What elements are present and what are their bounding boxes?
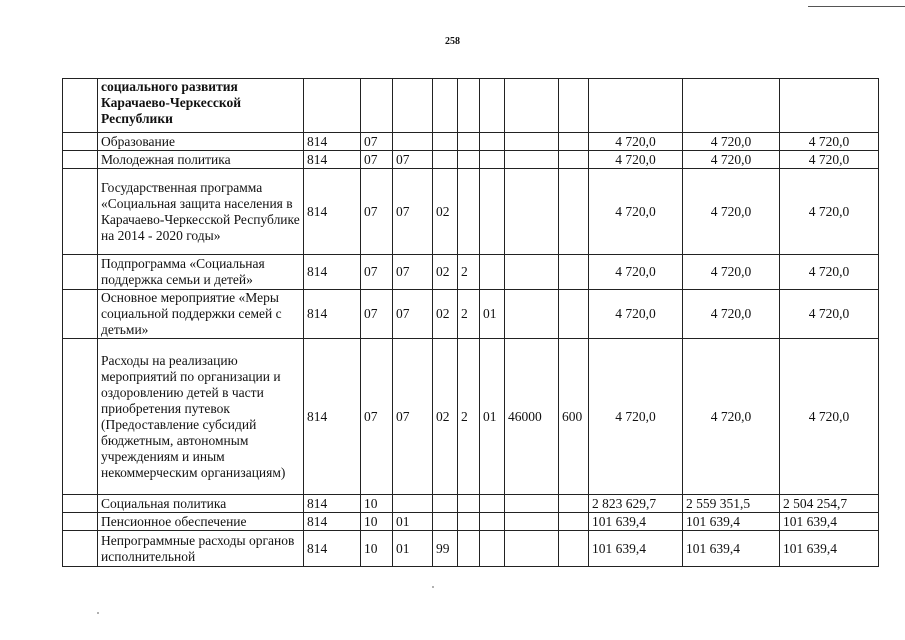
code-c5 — [458, 495, 480, 513]
row-marker-cell — [63, 339, 98, 495]
amount-v3: 101 639,4 — [780, 531, 879, 567]
amount-v2: 4 720,0 — [683, 169, 780, 255]
amount-v3 — [780, 79, 879, 133]
code-c5: 2 — [458, 290, 480, 339]
amount-v1: 4 720,0 — [589, 290, 683, 339]
row-marker-cell — [63, 133, 98, 151]
row-marker-cell — [63, 290, 98, 339]
code-c6 — [480, 133, 505, 151]
code-c4 — [433, 151, 458, 169]
code-c1: 814 — [304, 169, 361, 255]
code-c5 — [458, 513, 480, 531]
code-c7 — [505, 79, 559, 133]
code-c3: 07 — [393, 255, 433, 290]
amount-v3: 101 639,4 — [780, 513, 879, 531]
code-c7 — [505, 151, 559, 169]
code-c1: 814 — [304, 151, 361, 169]
code-c4: 02 — [433, 255, 458, 290]
amount-v2: 4 720,0 — [683, 255, 780, 290]
code-c5: 2 — [458, 255, 480, 290]
amount-v1: 101 639,4 — [589, 531, 683, 567]
code-c4 — [433, 79, 458, 133]
code-c7 — [505, 255, 559, 290]
code-c1: 814 — [304, 531, 361, 567]
code-c3 — [393, 495, 433, 513]
table-row — [63, 151, 879, 169]
item-name: Государственная программа «Социальная защита населения в Карачаево-Черкесской Республике на 2014 - 2020 годы» — [98, 169, 304, 255]
code-c6 — [480, 513, 505, 531]
item-name: Основное мероприятие «Меры социальной поддержки семей с детьми» — [98, 290, 304, 339]
amount-v1: 4 720,0 — [589, 133, 683, 151]
code-c5 — [458, 531, 480, 567]
row-marker-cell — [63, 169, 98, 255]
code-c8 — [559, 531, 589, 567]
code-c3 — [393, 79, 433, 133]
code-c6 — [480, 531, 505, 567]
code-c8 — [559, 79, 589, 133]
amount-v3: 4 720,0 — [780, 169, 879, 255]
scan-speck — [97, 612, 99, 614]
code-c2: 07 — [361, 255, 393, 290]
code-c7 — [505, 513, 559, 531]
amount-v1: 2 823 629,7 — [589, 495, 683, 513]
scan-speck — [432, 586, 434, 588]
code-c1: 814 — [304, 495, 361, 513]
code-c4 — [433, 133, 458, 151]
amount-v3: 4 720,0 — [780, 339, 879, 495]
amount-v1: 4 720,0 — [589, 151, 683, 169]
code-c7 — [505, 133, 559, 151]
amount-v3: 4 720,0 — [780, 151, 879, 169]
code-c5 — [458, 79, 480, 133]
code-c2: 07 — [361, 339, 393, 495]
code-c6 — [480, 151, 505, 169]
amount-v2: 4 720,0 — [683, 151, 780, 169]
code-c4 — [433, 495, 458, 513]
row-marker-cell — [63, 151, 98, 169]
code-c6: 01 — [480, 290, 505, 339]
code-c7 — [505, 169, 559, 255]
item-name: Расходы на реализацию мероприятий по организации и оздоровлению детей в части приобретения путевок (Предоставление субсидий бюджетным, автономным учреждениям и иным некоммерческим организациям) — [98, 339, 304, 495]
code-c7 — [505, 290, 559, 339]
code-c6 — [480, 169, 505, 255]
code-c2 — [361, 79, 393, 133]
row-marker-cell — [63, 531, 98, 567]
code-c2: 07 — [361, 290, 393, 339]
table-row — [63, 513, 879, 531]
item-name: Социальная политика — [98, 495, 304, 513]
table-row — [63, 169, 879, 255]
code-c5 — [458, 151, 480, 169]
table-row — [63, 531, 879, 567]
code-c8 — [559, 513, 589, 531]
code-c7 — [505, 495, 559, 513]
amount-v2: 4 720,0 — [683, 133, 780, 151]
code-c3: 07 — [393, 290, 433, 339]
code-c8 — [559, 495, 589, 513]
code-c1 — [304, 79, 361, 133]
code-c4: 99 — [433, 531, 458, 567]
code-c6 — [480, 255, 505, 290]
table-row — [63, 133, 879, 151]
table-row — [63, 290, 879, 339]
amount-v2: 2 559 351,5 — [683, 495, 780, 513]
item-name: Молодежная политика — [98, 151, 304, 169]
code-c2: 10 — [361, 495, 393, 513]
code-c3: 01 — [393, 531, 433, 567]
table-row — [63, 339, 879, 495]
code-c7: 46000 — [505, 339, 559, 495]
amount-v1: 4 720,0 — [589, 255, 683, 290]
row-marker-cell — [63, 495, 98, 513]
item-name: Непрограммные расходы органов исполнительной — [98, 531, 304, 567]
budget-table — [62, 78, 879, 567]
code-c2: 07 — [361, 151, 393, 169]
item-name: Пенсионное обеспечение — [98, 513, 304, 531]
code-c8 — [559, 151, 589, 169]
code-c1: 814 — [304, 339, 361, 495]
code-c1: 814 — [304, 290, 361, 339]
code-c6 — [480, 495, 505, 513]
amount-v1 — [589, 79, 683, 133]
code-c5: 2 — [458, 339, 480, 495]
item-name: Образование — [98, 133, 304, 151]
code-c3 — [393, 133, 433, 151]
code-c6: 01 — [480, 339, 505, 495]
code-c8 — [559, 169, 589, 255]
amount-v3: 4 720,0 — [780, 255, 879, 290]
item-name: социального развития Карачаево-Черкесской Республики — [98, 79, 304, 133]
amount-v2: 101 639,4 — [683, 513, 780, 531]
amount-v1: 4 720,0 — [589, 339, 683, 495]
code-c2: 07 — [361, 133, 393, 151]
code-c1: 814 — [304, 513, 361, 531]
row-marker-cell — [63, 255, 98, 290]
code-c8 — [559, 255, 589, 290]
code-c8: 600 — [559, 339, 589, 495]
table-row — [63, 495, 879, 513]
code-c4: 02 — [433, 339, 458, 495]
code-c2: 10 — [361, 513, 393, 531]
row-marker-cell — [63, 513, 98, 531]
code-c4 — [433, 513, 458, 531]
code-c8 — [559, 133, 589, 151]
amount-v2: 4 720,0 — [683, 290, 780, 339]
code-c3: 07 — [393, 151, 433, 169]
code-c6 — [480, 79, 505, 133]
code-c1: 814 — [304, 255, 361, 290]
amount-v2 — [683, 79, 780, 133]
code-c3: 01 — [393, 513, 433, 531]
code-c5 — [458, 133, 480, 151]
amount-v2: 101 639,4 — [683, 531, 780, 567]
code-c4: 02 — [433, 169, 458, 255]
code-c3: 07 — [393, 169, 433, 255]
code-c8 — [559, 290, 589, 339]
table-row — [63, 255, 879, 290]
amount-v2: 4 720,0 — [683, 339, 780, 495]
amount-v3: 4 720,0 — [780, 290, 879, 339]
code-c1: 814 — [304, 133, 361, 151]
amount-v1: 101 639,4 — [589, 513, 683, 531]
item-name: Подпрограмма «Социальная поддержка семьи и детей» — [98, 255, 304, 290]
amount-v1: 4 720,0 — [589, 169, 683, 255]
code-c3: 07 — [393, 339, 433, 495]
code-c5 — [458, 169, 480, 255]
code-c2: 10 — [361, 531, 393, 567]
top-rule — [808, 6, 905, 7]
code-c4: 02 — [433, 290, 458, 339]
amount-v3: 2 504 254,7 — [780, 495, 879, 513]
amount-v3: 4 720,0 — [780, 133, 879, 151]
code-c2: 07 — [361, 169, 393, 255]
code-c7 — [505, 531, 559, 567]
row-marker-cell — [63, 79, 98, 133]
table-row — [63, 79, 879, 133]
page-number: 258 — [445, 36, 460, 47]
